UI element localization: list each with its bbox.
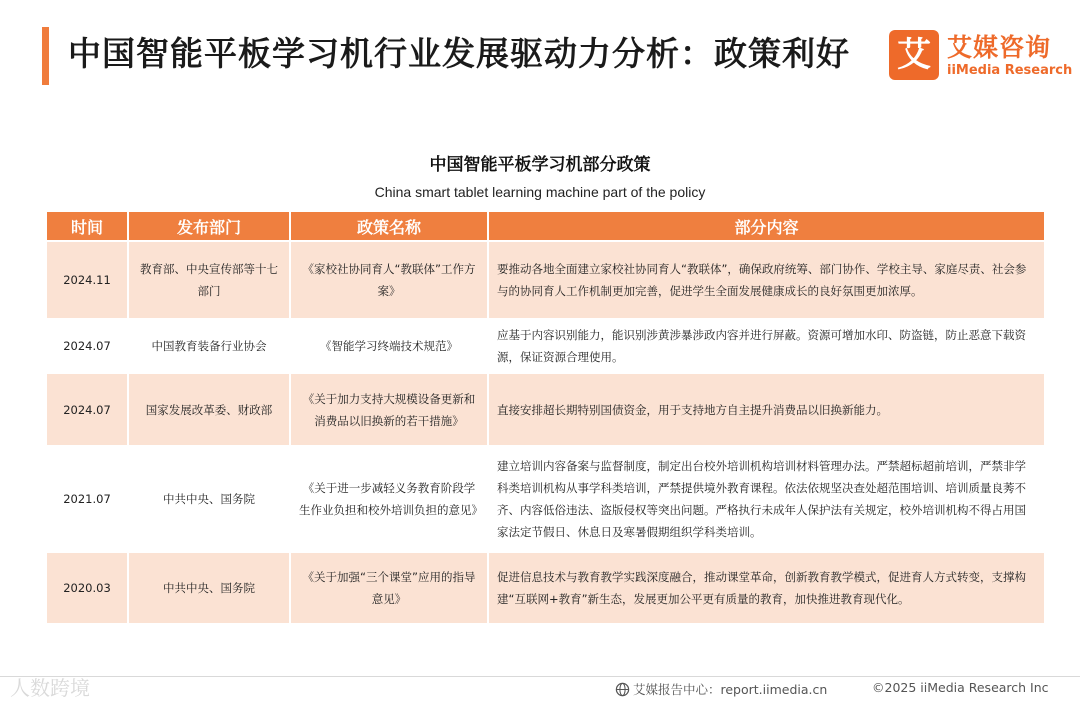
cell-department: 国家发展改革委、财政部 bbox=[129, 374, 289, 445]
cell-content: 促进信息技术与教育教学实践深度融合，推动课堂革命，创新教育教学模式，促进育人方式转变，支撑构建“互联网+教育”新生态，发展更加公平更有质量的教育，加快推进教育现代化。 bbox=[489, 553, 1044, 623]
table-subtitle: China smart tablet learning machine part of the policy bbox=[374, 184, 706, 200]
cell-department: 中共中央、国务院 bbox=[129, 553, 289, 623]
cell-time: 2024.07 bbox=[47, 320, 127, 372]
logo-chinese-name: 艾媒咨询 bbox=[947, 33, 1052, 62]
page-title: 中国智能平板学习机行业发展驱动力分析：政策利好 bbox=[68, 34, 850, 73]
iimedia-logo bbox=[889, 28, 1073, 82]
cell-policy-name: 《智能学习终端技术规范》 bbox=[291, 320, 487, 372]
cell-content: 直接安排超长期特别国债资金，用于支持地方自主提升消费品以旧换新能力。 bbox=[489, 374, 1044, 445]
column-header-time: 时间 bbox=[47, 212, 127, 240]
footer-report-center bbox=[615, 680, 827, 698]
globe-icon bbox=[615, 682, 630, 697]
cell-content: 建立培训内容备案与监督制度，制定出台校外培训机构培训材料管理办法。严禁超标超前培训，严禁非学科类培训机构从事学科类培训，严禁提供境外教育课程。依法依规坚决查处超范围培训、培训质量良莠不齐、内容低俗违法、盗版侵权等突出问题。严格执行未成年人保护法有关规定，校外培训机构不得占用国家法定节假日、休息日及寒暑假期组织学科类培训。 bbox=[489, 447, 1044, 551]
cell-department: 中国教育装备行业协会 bbox=[129, 320, 289, 372]
cell-policy-name: 《家校社协同育人“教联体”工作方案》 bbox=[291, 242, 487, 318]
table-row bbox=[47, 447, 1044, 551]
table-row bbox=[47, 320, 1044, 372]
cell-time: 2020.03 bbox=[47, 553, 127, 623]
report-center-link[interactable]: 艾媒报告中心：report.iimedia.cn bbox=[633, 682, 828, 697]
table-row bbox=[47, 374, 1044, 445]
table-row bbox=[47, 553, 1044, 623]
cell-content: 要推动各地全面建立家校社协同育人“教联体”，确保政府统筹、部门协作、学校主导、家庭尽责、社会参与的协同育人工作机制更加完善，促进学生全面发展健康成长的良好氛围更加浓厚。 bbox=[489, 242, 1044, 318]
table-title: 中国智能平板学习机部分政策 bbox=[429, 155, 651, 175]
column-header-policy-name: 政策名称 bbox=[291, 212, 487, 240]
cell-time: 2024.11 bbox=[47, 242, 127, 318]
cell-time: 2021.07 bbox=[47, 447, 127, 551]
source-watermark: 人数跨境 bbox=[10, 676, 90, 700]
cell-policy-name: 《关于加强“三个课堂”应用的指导意见》 bbox=[291, 553, 487, 623]
cell-content: 应基于内容识别能力，能识别涉黄涉暴涉政内容并进行屏蔽。资源可增加水印、防盗链，防止恶意下载资源，保证资源合理使用。 bbox=[489, 320, 1044, 372]
cell-time: 2024.07 bbox=[47, 374, 127, 445]
cell-department: 教育部、中央宣传部等十七部门 bbox=[129, 242, 289, 318]
logo-english-name: iiMedia Research bbox=[947, 63, 1073, 78]
cell-department: 中共中央、国务院 bbox=[129, 447, 289, 551]
logo-mark-icon: 艾 bbox=[889, 30, 939, 80]
cell-policy-name: 《关于加力支持大规模设备更新和消费品以旧换新的若干措施》 bbox=[291, 374, 487, 445]
copyright-text: ©2025 iiMedia Research Inc bbox=[872, 680, 1049, 695]
column-header-department: 发布部门 bbox=[129, 212, 289, 240]
table-row bbox=[47, 242, 1044, 318]
policy-table bbox=[45, 210, 1046, 625]
column-header-content: 部分内容 bbox=[489, 212, 1044, 240]
footer-divider bbox=[0, 676, 1080, 677]
cell-policy-name: 《关于进一步减轻义务教育阶段学生作业负担和校外培训负担的意见》 bbox=[291, 447, 487, 551]
table-header-row bbox=[47, 212, 1044, 240]
title-accent-bar bbox=[42, 27, 49, 85]
